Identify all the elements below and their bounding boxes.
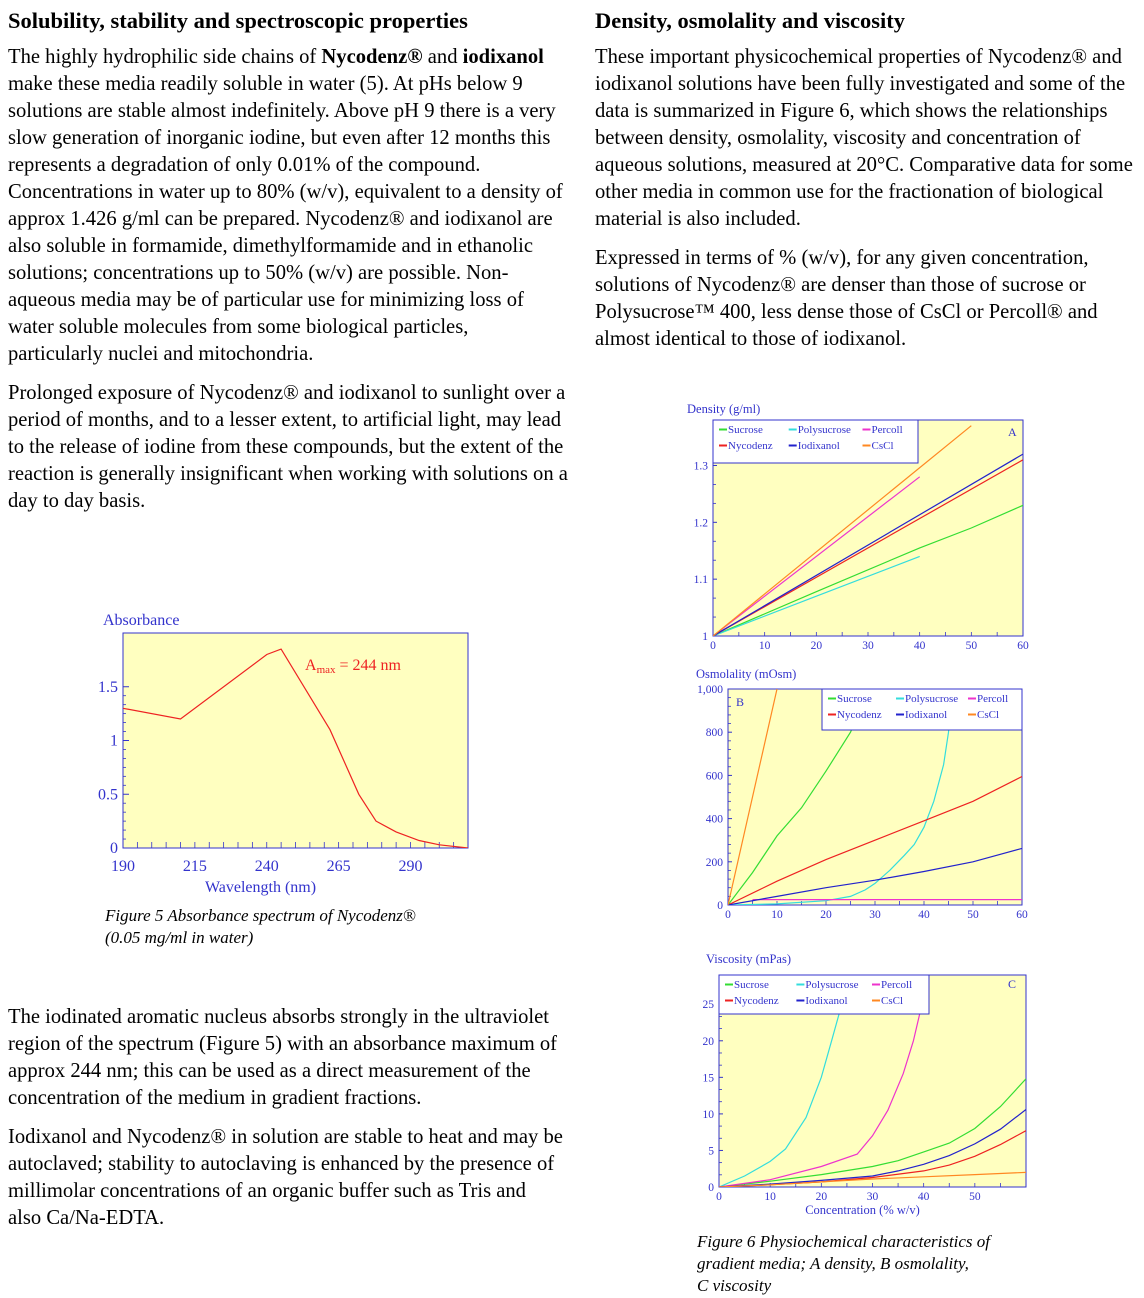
y-tick-label: 25 — [702, 999, 714, 1012]
legend-label-sucrose: Sucrose — [837, 693, 872, 705]
legend-label-percoll: Percoll — [871, 424, 903, 436]
legend-label-iodixanol: Iodixanol — [797, 440, 840, 452]
x-tick-label: 50 — [969, 1191, 981, 1203]
panel-letter: B — [736, 695, 745, 709]
legend-label-iodixanol: Iodixanol — [905, 709, 948, 721]
viscosity-chart — [690, 948, 1040, 1223]
x-axis-label: Concentration (% w/v) — [805, 1203, 920, 1217]
legend-label-sucrose: Sucrose — [728, 424, 763, 436]
x-tick-label: 30 — [869, 909, 881, 921]
y-tick-label: 1,000 — [697, 684, 723, 696]
section-heading-density: Density, osmolality and viscosity — [595, 8, 906, 33]
y-tick-label: 1 — [702, 631, 708, 643]
x-tick-label: 215 — [182, 858, 207, 875]
x-tick-label: 240 — [254, 858, 279, 875]
amax-symbol: A — [305, 657, 317, 674]
legend — [713, 420, 918, 463]
x-tick-label: 60 — [1016, 909, 1028, 921]
x-tick-label: 40 — [917, 1191, 930, 1203]
legend-label-percoll: Percoll — [881, 979, 913, 991]
legend-label-cscl: CsCl — [871, 440, 894, 452]
y-axis-label: Viscosity (mPas) — [706, 952, 792, 966]
y-tick-label: 600 — [705, 770, 723, 783]
y-tick-label: 15 — [702, 1072, 714, 1085]
legend — [719, 975, 929, 1014]
x-axis-label: Wavelength (nm) — [204, 879, 317, 896]
y-tick-label: 0 — [708, 1182, 714, 1194]
y-tick-label: 0 — [717, 900, 723, 912]
text: and — [422, 46, 463, 68]
x-tick-label: 20 — [820, 909, 832, 921]
y-tick-label: 5 — [708, 1145, 714, 1158]
y-tick-label: 1.1 — [693, 574, 708, 587]
figure5-caption — [105, 905, 545, 949]
x-tick-label: 290 — [398, 858, 423, 875]
right-column — [595, 8, 1140, 353]
amax-subscript: max — [316, 664, 336, 676]
figure6-caption-line3: C viscosity — [697, 1276, 772, 1295]
legend-label-nycodenz: Nycodenz — [728, 440, 773, 452]
left-column-lower — [8, 1004, 563, 1232]
y-tick-label: 1.3 — [693, 460, 708, 473]
y-tick-label: 1 — [110, 732, 118, 750]
x-tick-label: 265 — [326, 858, 351, 875]
y-tick-label: 200 — [705, 856, 723, 869]
legend-label-polysucrose: Polysucrose — [797, 424, 851, 436]
x-tick-label: 50 — [965, 640, 978, 652]
x-tick-label: 0 — [725, 909, 731, 921]
y-tick-label: 800 — [705, 727, 723, 740]
absorbance-chart — [80, 605, 480, 900]
legend-label-cscl: CsCl — [977, 709, 1000, 721]
legend-label-polysucrose: Polysucrose — [905, 693, 959, 705]
y-tick-label: 400 — [705, 813, 723, 826]
x-tick-label: 10 — [771, 909, 783, 921]
y-axis-label: Absorbance — [103, 612, 180, 629]
y-tick-label: 0 — [110, 840, 118, 857]
paragraph-physicochemical: These important physicochemical properties of Nycodenz® and iodixanol solutions have been fully investigated and some of the data is summarized in Figure 6, which shows the relationships between density, osmolality, viscosity and concentration of aqueous solutions, measured at 20°C. Comparative data for some other media in common use for the fractionation of biological material is also included. — [595, 46, 1133, 230]
plot-area — [123, 633, 468, 848]
figure6-caption-line1: Figure 6 Physiochemical characteristics of — [697, 1232, 991, 1251]
x-tick-label: 10 — [764, 1191, 776, 1203]
paragraph-comparison: Expressed in terms of % (w/v), for any given concentration, solutions of Nycodenz® are denser than those of sucrose or Polysucrose™ 400, less dense those of CsCl or Percoll® and almost identical to those of iodixanol. — [595, 247, 1098, 350]
y-tick-label: 20 — [702, 1035, 714, 1048]
x-tick-label: 60 — [1017, 640, 1029, 652]
x-tick-label: 20 — [815, 1191, 828, 1203]
x-tick-label: 40 — [918, 909, 930, 921]
x-tick-label: 0 — [716, 1191, 722, 1203]
paragraph-uv-absorbance: The iodinated aromatic nucleus absorbs strongly in the ultraviolet region of the spectrum (Figure 5) with an absorbance maximum of approx 244 nm; this can be used as a direct measurement of the concentration of the medium in gradient fractions. — [8, 1006, 558, 1109]
text: make these media readily soluble in water (5). At pHs below 9 solutions are stable almost indefinitely. Above pH 9 there is a very slow generation of inorganic iodine, but even after 12 months this represents a degradation of only 0.01% of the compound. Concentrations in water up to 80% (w/v), equivalent to a density of approx 1.426 g/ml can be prepared. Nycodenz® and iodixanol are also soluble in formamide, dimethylformamide and in ethanolic solutions; concentrations up to 50% (w/v) are possible. Non-aqueous media may be of particular use for minimizing loss of water soluble molecules from some biological particles, particularly nuclei and mitochondria. — [8, 73, 563, 365]
x-tick-label: 10 — [758, 640, 771, 652]
paragraph-solubility — [8, 44, 568, 368]
legend-label-cscl: CsCl — [881, 995, 904, 1007]
x-tick-label: 190 — [111, 858, 135, 875]
legend — [822, 689, 1022, 730]
x-tick-label: 40 — [913, 640, 926, 652]
y-tick-label: 1.2 — [693, 517, 708, 530]
text: The highly hydrophilic side chains of — [8, 46, 322, 68]
y-axis-label: Osmolality (mOsm) — [696, 667, 797, 681]
legend-label-percoll: Percoll — [977, 693, 1009, 705]
x-tick-label: 20 — [810, 640, 823, 652]
bold-iodixanol: iodixanol — [462, 46, 544, 68]
section-heading-solubility: Solubility, stability and spectroscopic properties — [8, 8, 468, 33]
osmolality-chart — [680, 665, 1040, 927]
figure5-caption-line2: (0.05 mg/ml in water) — [105, 928, 254, 947]
legend-label-sucrose: Sucrose — [734, 979, 769, 991]
legend-label-polysucrose: Polysucrose — [805, 979, 859, 991]
figure5-caption-line1: Figure 5 Absorbance spectrum of Nycodenz® — [105, 906, 416, 925]
y-tick-label: 1.5 — [98, 678, 118, 696]
legend-label-iodixanol: Iodixanol — [805, 995, 848, 1007]
x-tick-label: 50 — [967, 909, 979, 921]
x-tick-label: 30 — [862, 640, 874, 652]
amax-value: = 244 nm — [335, 657, 401, 674]
x-tick-label: 30 — [866, 1191, 879, 1203]
legend-label-nycodenz: Nycodenz — [837, 709, 882, 721]
y-axis-label: Density (g/ml) — [687, 402, 761, 416]
bold-nycodenz: Nycodenz® — [321, 46, 423, 68]
figure6-caption — [697, 1231, 1137, 1297]
paragraph-light-exposure: Prolonged exposure of Nycodenz® and iodixanol to sunlight over a period of months, and to a lesser extent, to artificial light, may lead to the release of iodine from these compounds, but the extent of the reaction is generally insignificant when working with solutions on a day to day basis. — [8, 382, 568, 512]
y-tick-label: 10 — [702, 1108, 714, 1121]
panel-letter: A — [1008, 425, 1017, 439]
left-column — [8, 8, 568, 515]
x-tick-label: 0 — [710, 640, 716, 652]
legend-label-nycodenz: Nycodenz — [734, 995, 779, 1007]
panel-letter: C — [1008, 977, 1017, 991]
density-chart — [680, 398, 1040, 660]
y-tick-label: 0.5 — [98, 786, 118, 804]
figure6-caption-line2: gradient media; A density, B osmolality, — [697, 1254, 969, 1273]
paragraph-autoclave: Iodixanol and Nycodenz® in solution are stable to heat and may be autoclaved; stability to autoclaving is enhanced by the presence of millimolar concentrations of an organic buffer such as Tris and also Ca/Na-EDTA. — [8, 1126, 563, 1229]
